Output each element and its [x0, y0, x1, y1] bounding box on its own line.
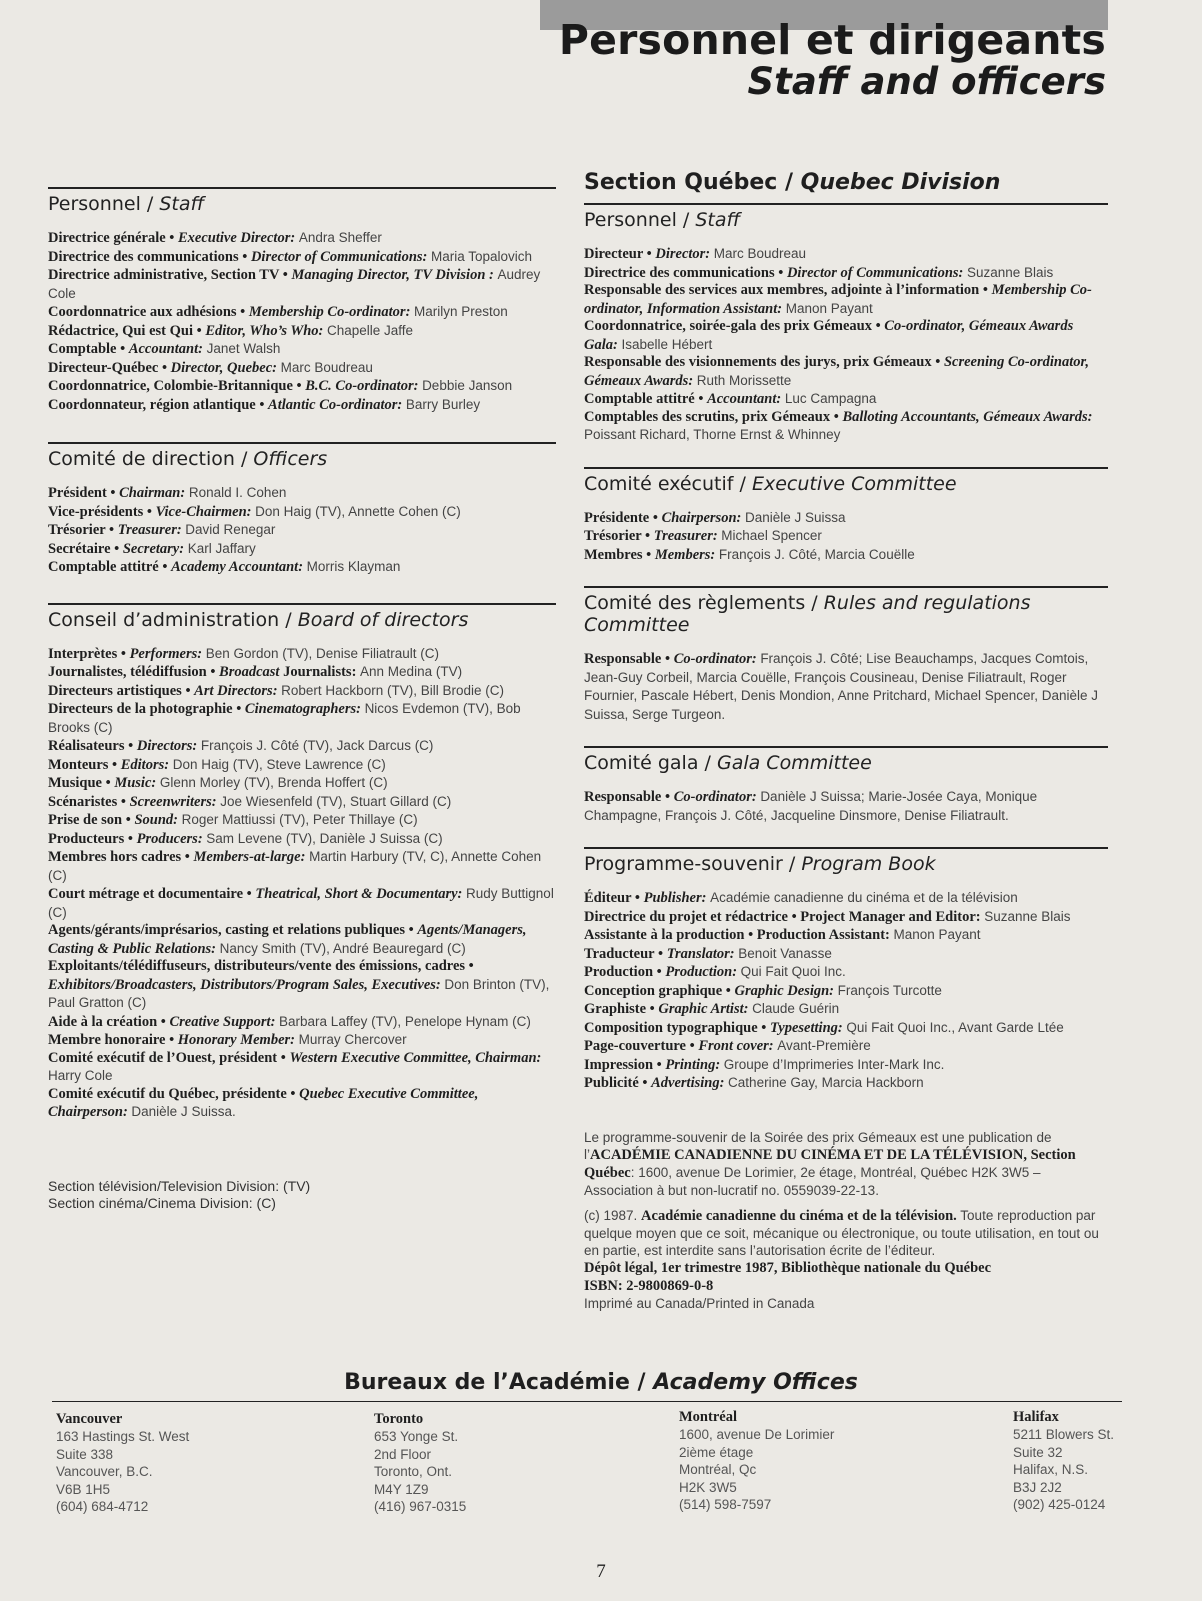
entry-name: François Turcotte: [837, 982, 942, 998]
entry-role-en: Project Manager and Editor:: [800, 908, 981, 925]
office-postal: V6B 1H5: [56, 1481, 111, 1497]
entry: [584, 1019, 1108, 1038]
office-phone: (416) 967-0315: [374, 1499, 467, 1514]
office-suite: 2ième étage: [679, 1444, 754, 1460]
office-postal: M4Y 1Z9: [374, 1481, 429, 1497]
entry-role-en: Accountant:: [707, 391, 782, 407]
entry: [584, 390, 1108, 409]
quebec-division-title: Section Québec / Quebec Division: [584, 170, 1001, 195]
entry: [584, 245, 1108, 264]
entry-name: Ann Medina (TV): [360, 664, 463, 679]
entry-name: Robert Hackborn (TV), Bill Brodie (C): [281, 682, 504, 698]
entry-role-en: Translator:: [666, 945, 735, 962]
entry-name: Murray Chercover: [298, 1032, 407, 1047]
program-entries: [584, 889, 1108, 1093]
entry-role-en: Music:: [114, 775, 157, 791]
entry-role-fr: Traducteur •: [584, 945, 664, 962]
office-city: Vancouver: [56, 1411, 123, 1427]
entry: [584, 318, 1108, 354]
entry-role-fr: Responsable •: [584, 651, 671, 667]
entry-name: Michael Spencer: [721, 528, 822, 543]
entry-role-en: Members-at-large:: [193, 849, 306, 865]
entry: [48, 958, 556, 1013]
entry: [48, 521, 556, 540]
entry-name: François J. Côté; Lise Beauchamps, Jacques Comtois, Jean-Guy Corbeil, Marcia Couëlle, François Cousineau, Denise Filiatrault, Roger Fournier, Pascale Hébert, Denis Mondion, Anne Pritchard, Michael Spencer, Danièle J Suissa, Serge Turgeon.: [584, 651, 1099, 722]
entry: [48, 756, 556, 775]
entry-role-en: Chairman:: [119, 485, 186, 501]
entry-name: Roger Mattiussi (TV), Peter Thillaye (C): [181, 812, 418, 827]
entry-role-en: Exhibitors/Broadcasters, Distributors/Program Sales, Executives:: [48, 976, 441, 993]
entry-role-en: Treasurer:: [117, 522, 182, 538]
entry-name: François J. Côté (TV), Jack Darcus (C): [200, 738, 434, 753]
entry-role-fr: Responsable des services aux membres, adjointe à l’information •: [584, 282, 988, 298]
entry-name: Académie canadienne du cinéma et de la télévision: [710, 890, 1018, 905]
entry: [48, 737, 556, 756]
entry-role-fr: Coordonnatrice, soirée-gala des prix Gémeaux •: [584, 318, 881, 334]
entry-role-en: Producers:: [136, 830, 203, 847]
officers-entries: [48, 484, 556, 577]
office-city: Montréal: [679, 1409, 737, 1425]
entry: [48, 484, 556, 503]
entry-role-fr: Comptable attitré •: [48, 559, 168, 575]
entry: [48, 322, 556, 341]
entry-role-en: Theatrical, Short & Documentary:: [255, 886, 463, 902]
entry-name: David Renegar: [185, 522, 276, 537]
entry-role-fr: Conception graphique •: [584, 982, 731, 999]
entry-role-fr: Assistante à la production •: [584, 927, 754, 943]
entry-role-en: Vice-Chairmen:: [155, 503, 252, 520]
entry-name: Danièle J Suissa; Marie-Josée Caya, Monique Champagne, François J. Côté, Jacqueline Dinsmore, Denise Filiatrault.: [584, 789, 1038, 823]
entry: [48, 793, 556, 812]
entry-name: Barry Burley: [405, 396, 481, 412]
entry-role-fr: Musique •: [48, 775, 111, 791]
entry-role-en: Art Directors:: [194, 682, 278, 699]
entry: [48, 848, 556, 885]
entry-role-fr: Comptable attitré •: [584, 391, 704, 407]
entry-name: Nancy Smith (TV), André Beauregard (C): [219, 940, 466, 956]
entry-role-fr: Membres •: [584, 546, 652, 563]
entry-role-en: Executive Director:: [178, 230, 296, 246]
executive-section: [584, 467, 1108, 565]
entry-name: Luc Campagna: [784, 391, 877, 406]
entry: [584, 650, 1108, 724]
entry-role-en: Treasurer:: [653, 528, 718, 544]
entry-role-fr: Court métrage et documentaire •: [48, 886, 252, 902]
entry-role-en: Creative Support:: [169, 1013, 276, 1030]
entry-name: Martin Harbury (TV, C), Annette Cohen (C): [48, 849, 542, 883]
entry: [584, 982, 1108, 1001]
entry-role-fr: Journalistes, télédiffusion •: [48, 664, 216, 680]
entry: [48, 1031, 556, 1050]
entry-name: Nicos Evdemon (TV), Bob Brooks (C): [48, 701, 521, 735]
office-locality: Montréal, Qc: [679, 1462, 757, 1477]
office-suite: Suite 32: [1013, 1444, 1063, 1460]
entry: [584, 926, 1108, 945]
entry-name: Andra Sheffer: [298, 230, 382, 245]
entry-name: Ben Gordon (TV), Denise Filiatrault (C): [205, 645, 440, 661]
entry-role-fr: Comptable •: [48, 341, 126, 357]
entry: [48, 248, 556, 267]
entry-role-fr: Comité exécutif de l’Ouest, président •: [48, 1049, 286, 1066]
officers-section: [48, 442, 556, 577]
entry: [48, 700, 556, 737]
section-title: Comité gala / Gala Committee: [584, 746, 1108, 774]
office-city: Halifax: [1013, 1409, 1059, 1425]
entry-role-en: Atlantic Co-ordinator:: [268, 396, 403, 413]
executive-entries: [584, 509, 1108, 565]
entry-name: Ronald I. Cohen: [188, 485, 287, 500]
entry-role-fr: Coordonnateur, région atlantique •: [48, 396, 265, 413]
entry-role-en: Front cover:: [698, 1038, 774, 1054]
section-title: Comité exécutif / Executive Committee: [584, 467, 1108, 495]
entry-role-fr: Monteurs •: [48, 756, 118, 773]
entry: [584, 1037, 1108, 1056]
entry: [584, 264, 1108, 283]
entry: [48, 303, 556, 322]
entry: [584, 509, 1108, 528]
entry-role-fr: Vice-présidents •: [48, 503, 153, 520]
office-postal: H2K 3W5: [679, 1479, 737, 1495]
office-vancouver: [56, 1410, 189, 1516]
entry-role-en: Editors:: [120, 756, 170, 773]
entry-role-fr: Interprètes •: [48, 645, 126, 662]
entry-name: Debbie Janson: [422, 378, 513, 393]
office-suite: Suite 338: [56, 1446, 114, 1462]
entry: [584, 945, 1108, 964]
entry-role-fr: Comptables des scrutins, prix Gémeaux •: [584, 408, 839, 425]
entry-name: Rudy Buttignol (C): [48, 886, 554, 920]
entry-name: Karl Jaffary: [187, 540, 256, 556]
entry-role-en: Broadcast: [219, 664, 280, 680]
page-title-fr: Personnel et dirigeants: [558, 16, 1106, 64]
entry-name: Avant-Première: [777, 1038, 871, 1053]
entry-role-fr: Producteurs •: [48, 830, 133, 847]
entry-role-fr: Directeur-Québec •: [48, 359, 168, 376]
entry-role-en: Director:: [655, 246, 711, 262]
entry-name: Joe Wiesenfeld (TV), Stuart Gillard (C): [220, 793, 452, 809]
entry: [48, 1050, 556, 1086]
entry: [48, 359, 556, 378]
entry-role-en: Journalists:: [283, 664, 357, 680]
entry-role-en: Co-ordinator:: [673, 651, 757, 667]
office-city: Toronto: [374, 1411, 424, 1427]
entry: [48, 830, 556, 849]
offices-rule: [52, 1401, 1122, 1402]
entry-role-fr: Coordonnatrice, Colombie-Britannique •: [48, 378, 302, 394]
legend-cinema: Section cinéma/Cinema Division: (C): [48, 1194, 276, 1211]
office-locality: Halifax, N.S.: [1013, 1462, 1089, 1477]
entry-role-en: Advertising:: [651, 1075, 725, 1091]
entry-name: Catherine Gay, Marcia Hackborn: [728, 1075, 924, 1090]
entry: [48, 540, 556, 559]
entry-name: Suzanne Blais: [967, 264, 1054, 280]
entry-role-en: Chairperson:: [661, 509, 742, 526]
entry-role-en: Graphic Design:: [734, 982, 835, 999]
rules-entries: [584, 650, 1108, 724]
entry-role-fr: Prise de son •: [48, 812, 131, 828]
entry-role-fr: Directrice administrative, Section TV •: [48, 267, 288, 283]
entry-role-fr: Présidente •: [584, 509, 658, 526]
entry: [584, 409, 1108, 445]
entry: [584, 963, 1108, 982]
offices-title: Bureaux de l’Académie / Academy Offices: [344, 1370, 858, 1395]
entry: [584, 908, 1108, 927]
entry-role-en: Membership Co-ordinator, Information Assistant:: [584, 282, 1092, 317]
entry-name: François J. Côté, Marcia Couëlle: [718, 546, 915, 562]
entry-role-fr: Directeur •: [584, 246, 652, 262]
entry-role-fr: Production •: [584, 964, 662, 980]
division-legend: [48, 1178, 556, 1212]
entry-role-en: Secretary:: [122, 540, 185, 557]
entry-name: Marc Boudreau: [280, 359, 373, 375]
board-section: [48, 603, 556, 1122]
entry-role-fr: Directrice du projet et rédactrice •: [584, 908, 797, 925]
office-address: 163 Hastings St. West: [56, 1429, 190, 1444]
entry-name: Chapelle Jaffe: [327, 322, 414, 338]
office-locality: Vancouver, B.C.: [56, 1464, 153, 1479]
entry-name: Claude Guérin: [752, 1001, 840, 1016]
entry-role-fr: Coordonnatrice aux adhésions •: [48, 304, 246, 320]
entry-role-fr: Éditeur •: [584, 890, 640, 906]
entry-role-en: Editor, Who’s Who:: [205, 322, 324, 339]
rules-section: [584, 586, 1108, 724]
staff-section: [48, 187, 556, 414]
entry-name: Don Haig (TV), Steve Lawrence (C): [172, 756, 386, 772]
office-toronto: [374, 1410, 466, 1516]
publication-note: Le programme-souvenir de la Soirée des prix Gémeaux est une publication de l’ACADÉMIE CANADIENNE DU CINÉMA ET DE LA TÉLÉVISION, Section Québec: 1600, avenue De Lorimier, 2e étage, Montréal, Québec H2K 3W5 – Association à but non-lucratif no. 0559039-22-13.: [584, 1129, 1076, 1198]
entry-role-fr: Réalisateurs •: [48, 738, 134, 754]
section-title: Conseil d’administration / Board of directors: [48, 603, 556, 631]
section-title: Comité de direction / Officers: [48, 442, 556, 470]
entry-role-fr: Graphiste •: [584, 1001, 655, 1017]
office-suite: 2nd Floor: [374, 1446, 432, 1462]
program-section: [584, 847, 1108, 1093]
entry: [48, 340, 556, 359]
entry-role-fr: Trésorier •: [48, 522, 115, 538]
entry-name: Benoit Vanasse: [738, 945, 832, 961]
page-number: 7: [596, 1561, 606, 1582]
entry-role-fr: Rédactrice, Qui est Qui •: [48, 322, 202, 339]
office-halifax: [1013, 1408, 1114, 1514]
entry: [48, 1086, 556, 1122]
entry-name: Isabelle Hébert: [621, 336, 713, 352]
entry-role-fr: Page-couverture •: [584, 1038, 695, 1054]
entry-role-en: Sound:: [134, 812, 178, 828]
office-phone: (514) 598-7597: [679, 1497, 772, 1512]
section-title: Programme-souvenir / Program Book: [584, 847, 1108, 875]
entry: [584, 788, 1108, 825]
entry: [48, 811, 556, 830]
entry-role-en: Balloting Accountants, Gémeaux Awards:: [842, 408, 1093, 425]
entry: [584, 282, 1108, 318]
entry-role-fr: Scénaristes •: [48, 793, 126, 810]
office-locality: Toronto, Ont.: [374, 1464, 453, 1479]
entry-role-en: Screening Co-ordinator, Gémeaux Awards:: [584, 354, 1089, 389]
entry-role-fr: Secrétaire •: [48, 540, 120, 557]
entry-role-fr: Membre honoraire •: [48, 1032, 175, 1048]
entry-role-en: Publisher:: [643, 890, 707, 906]
page-title-en: Staff and officers: [747, 60, 1106, 103]
entry: [48, 774, 556, 793]
entry-role-en: Director of Communications:: [250, 248, 428, 265]
entry-role-fr: Directrice des communications •: [584, 264, 784, 281]
legal-deposit: Dépôt légal, 1er trimestre 1987, Bibliothèque nationale du Québec: [584, 1259, 992, 1276]
entry-role-fr: Impression •: [584, 1056, 662, 1073]
entry-role-en: Performers:: [129, 645, 203, 662]
entry: [48, 229, 556, 248]
entry-name: Ruth Morissette: [696, 372, 792, 388]
entry-role-en: Screenwriters:: [129, 793, 217, 810]
entry-role-en: Printing:: [665, 1056, 721, 1073]
entry-name: Glenn Morley (TV), Brenda Hoffert (C): [159, 775, 388, 790]
entry-name: Marilyn Preston: [414, 304, 508, 319]
entry-role-fr: Agents/gérants/imprésarios, casting et relations publiques •: [48, 922, 414, 938]
entry-role-en: Quebec Executive Committee, Chairperson:: [48, 1085, 479, 1120]
entry-role-fr: Directrice générale •: [48, 230, 175, 246]
entry-name: Harry Cole: [48, 1068, 113, 1083]
entry: [584, 1056, 1108, 1075]
office-montreal: [679, 1408, 834, 1514]
entry: [584, 1000, 1108, 1019]
entry: [48, 682, 556, 701]
entry-name: Qui Fait Quoi Inc., Avant Garde Ltée: [846, 1019, 1064, 1035]
entry-name: Qui Fait Quoi Inc.: [740, 964, 846, 979]
entry: [48, 663, 556, 682]
entry-name: Don Haig (TV), Annette Cohen (C): [255, 503, 461, 519]
entry-role-fr: Directeurs de la photographie •: [48, 701, 242, 717]
entry-name: Poissant Richard, Thorne Ernst & Whinney: [584, 427, 841, 442]
entry-role-en: Agents/Managers, Casting & Public Relations:: [48, 922, 527, 957]
entry-role-en: Accountant:: [128, 341, 203, 357]
office-phone: (902) 425-0124: [1013, 1497, 1106, 1512]
entry-name: Don Brinton (TV), Paul Gratton (C): [48, 976, 550, 1010]
entry: [48, 558, 556, 577]
gala-section: [584, 746, 1108, 825]
office-address: 653 Yonge St.: [374, 1429, 459, 1444]
entry-role-en: Honorary Member:: [177, 1032, 295, 1048]
entry-name: Danièle J Suissa: [744, 509, 846, 525]
office-address: 5211 Blowers St.: [1013, 1427, 1115, 1442]
entry-name: Sam Levene (TV), Danièle J Suissa (C): [206, 830, 443, 846]
entry: [584, 889, 1108, 908]
entry: [584, 1074, 1108, 1093]
entry-role-fr: Président •: [48, 485, 116, 501]
entry: [48, 396, 556, 415]
entry-role-en: Graphic Artist:: [658, 1001, 749, 1017]
entry: [48, 1013, 556, 1032]
entry-role-fr: Membres hors cadres •: [48, 849, 190, 865]
quebec-staff-entries: [584, 245, 1108, 445]
office-address: 1600, avenue De Lorimier: [679, 1427, 835, 1442]
entry-role-en: Cinematographers:: [244, 701, 361, 717]
entry-role-en: Typesetting:: [769, 1019, 843, 1036]
entry-role-en: Co-ordinator:: [673, 789, 757, 805]
entry-role-fr: Directeurs artistiques •: [48, 682, 191, 699]
entry-name: Groupe d’Imprimeries Inter-Mark Inc.: [723, 1056, 945, 1072]
entry-name: Maria Topalovich: [431, 248, 533, 264]
quebec-staff-section: [584, 203, 1108, 445]
entry-role-en: Managing Director, TV Division :: [291, 267, 494, 283]
staff-entries: [48, 229, 556, 414]
entry-role-fr: Responsable •: [584, 789, 671, 805]
entry-name: Janet Walsh: [206, 341, 281, 356]
entry-name: Manon Payant: [893, 927, 981, 942]
entry-role-en: Academy Accountant:: [171, 559, 304, 575]
entry: [584, 527, 1108, 546]
entry-role-fr: Comité exécutif du Québec, présidente •: [48, 1085, 296, 1102]
entry-role-fr: Responsable des visionnements des jurys, prix Gémeaux •: [584, 354, 941, 370]
entry-role-en: B.C. Co-ordinator:: [305, 378, 419, 394]
entry-name: Suzanne Blais: [984, 908, 1071, 924]
entry-role-fr: Trésorier •: [584, 528, 651, 544]
entry-role-fr: Directrice des communications •: [48, 248, 248, 265]
copyright-note: (c) 1987. Académie canadienne du cinéma et de la télévision. Toute reproduction par quelque moyen que ce soit, mécanique ou électronique, ou toute utilisation, en tout ou en partie, est interdite sans l’autorisation écrite de l’éditeur.: [584, 1207, 1099, 1258]
printed-in: Imprimé au Canada/Printed in Canada: [584, 1295, 815, 1311]
entry-role-en: Membership Co-ordinator:: [248, 304, 411, 320]
legend-tv: Section télévision/Television Division: (TV): [48, 1177, 311, 1194]
entry-name: Morris Klayman: [306, 559, 401, 574]
entry-name: Manon Payant: [785, 300, 873, 316]
entry: [48, 266, 556, 303]
entry-role-en: Members:: [654, 546, 716, 563]
entry-role-fr: Aide à la création •: [48, 1013, 166, 1030]
entry: [584, 354, 1108, 390]
entry-role-en: Director of Communications:: [786, 264, 964, 281]
left-column: [48, 187, 556, 1212]
entry-name: Audrey Cole: [48, 267, 541, 301]
entry: [48, 922, 556, 958]
entry-role-en: Western Executive Committee, Chairman:: [289, 1049, 542, 1066]
entry-role-fr: Exploitants/télédiffuseurs, distributeurs/vente des émissions, cadres •: [48, 958, 474, 974]
office-phone: (604) 684-4712: [56, 1499, 149, 1514]
entry-role-fr: Composition typographique •: [584, 1019, 767, 1036]
entry-name: Marc Boudreau: [713, 246, 807, 261]
entry-role-en: Production:: [665, 964, 738, 980]
entry-role-fr: Publicité •: [584, 1075, 648, 1091]
section-title: Personnel / Staff: [48, 187, 556, 215]
entry-role-en: Directors:: [136, 738, 198, 754]
entry-role-en: Director, Quebec:: [170, 359, 277, 376]
board-entries: [48, 645, 556, 1122]
section-title: Comité des règlements / Rules and regulations Committee: [584, 586, 1108, 636]
section-title: Personnel / Staff: [584, 203, 1108, 231]
isbn: ISBN: 2-9800869-0-8: [584, 1277, 714, 1294]
entry: [48, 645, 556, 664]
entry: [584, 546, 1108, 565]
office-postal: B3J 2J2: [1013, 1479, 1062, 1495]
gala-entries: [584, 788, 1108, 825]
entry-role-en: Co-ordinator, Gémeaux Awards Gala:: [584, 318, 1074, 353]
entry-name: Danièle J Suissa.: [131, 1104, 236, 1119]
entry-name: Barbara Laffey (TV), Penelope Hynam (C): [279, 1013, 531, 1029]
entry: [48, 503, 556, 522]
entry: [48, 885, 556, 922]
entry: [48, 377, 556, 396]
right-column: [584, 170, 1108, 1312]
entry-role-en: Production Assistant:: [756, 927, 890, 943]
